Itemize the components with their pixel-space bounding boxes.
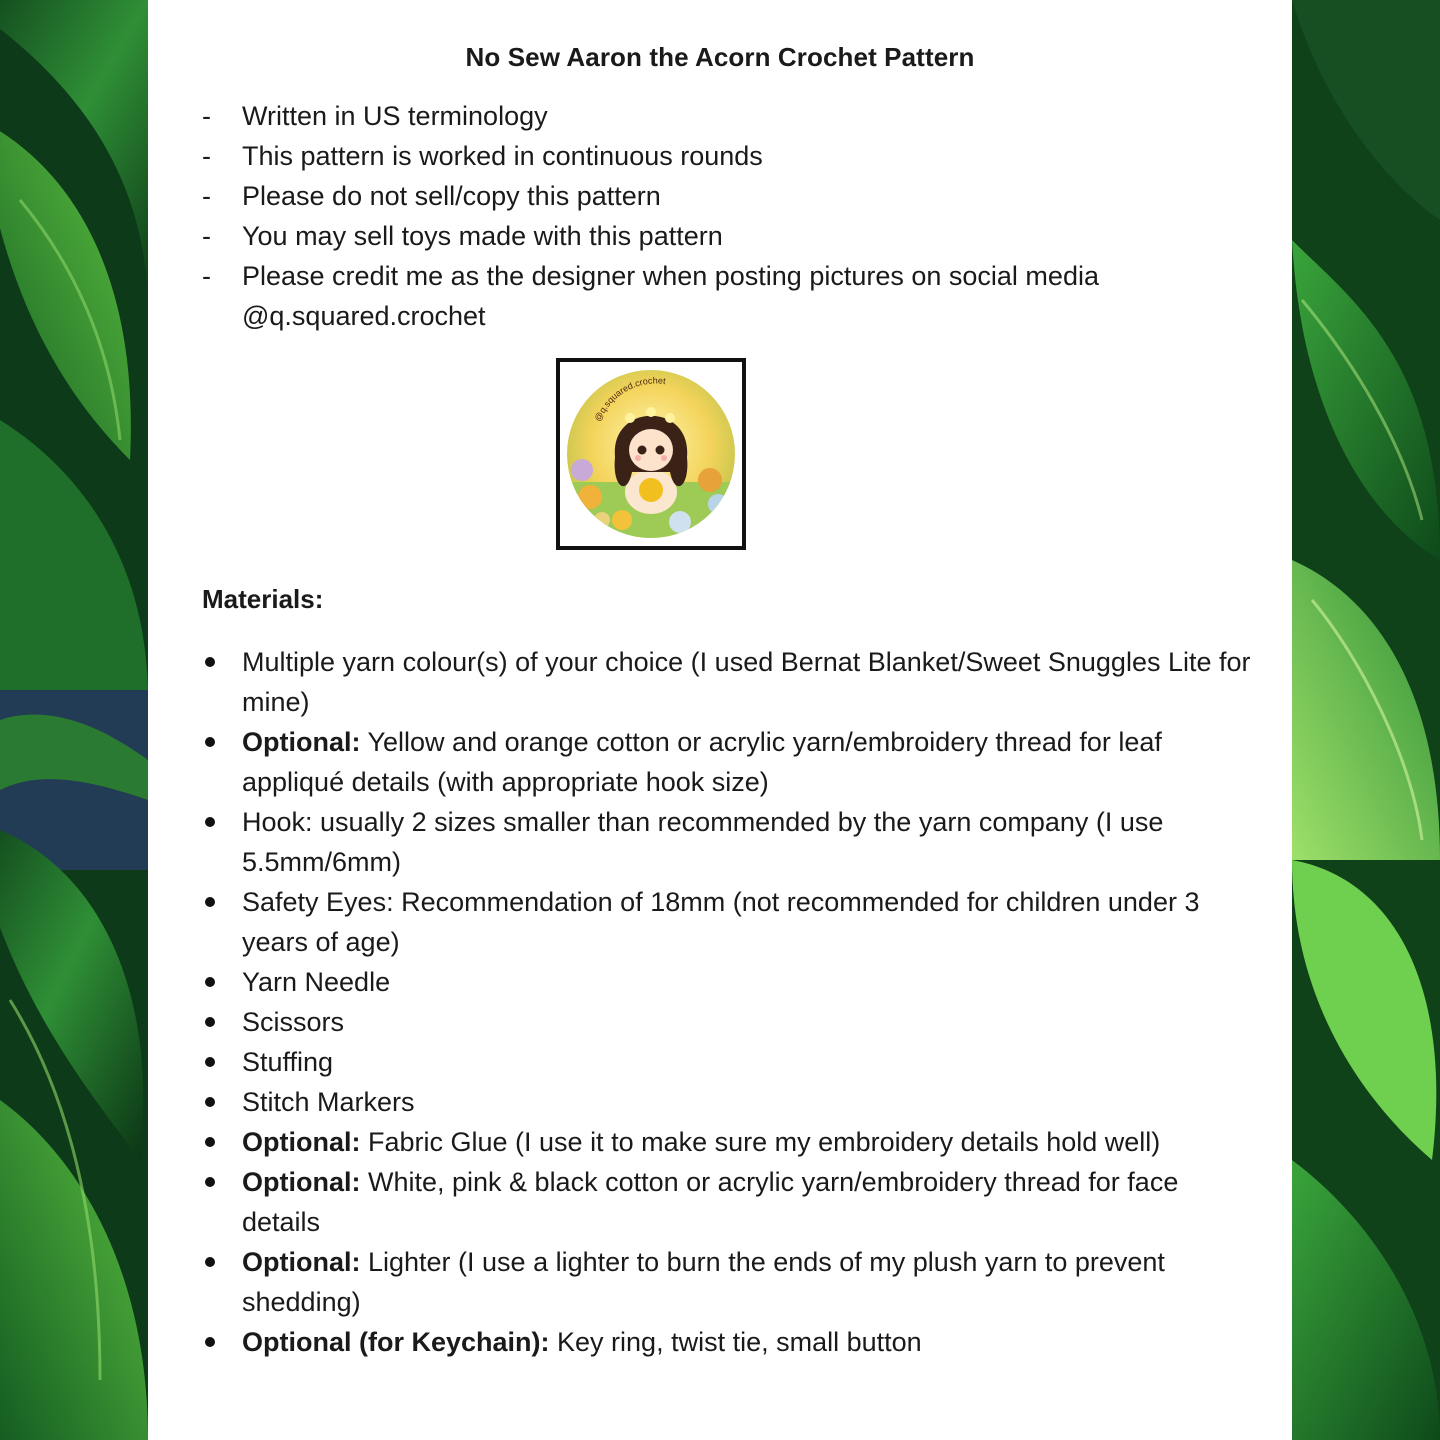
note-text: Please do not sell/copy this pattern: [242, 181, 661, 211]
bullet-icon: [205, 817, 215, 827]
dash-icon: -: [202, 181, 211, 211]
bullet-icon: [205, 977, 215, 987]
leaf-background-left: [0, 0, 148, 1440]
bullet-icon: [205, 1137, 215, 1147]
bullet-icon: [205, 1337, 215, 1347]
note-text: You may sell toys made with this pattern: [242, 221, 723, 251]
material-item: Optional: Fabric Glue (I use it to make sure my embroidery details hold well): [202, 1122, 1262, 1162]
note-text: This pattern is worked in continuous rounds: [242, 141, 763, 171]
material-item: Scissors: [202, 1002, 1262, 1042]
material-item: Multiple yarn colour(s) of your choice (I used Bernat Blanket/Sweet Snuggles Lite for mine): [202, 642, 1262, 722]
bullet-icon: [205, 737, 215, 747]
material-item: Optional (for Keychain): Key ring, twist tie, small button: [202, 1322, 1262, 1362]
bullet-icon: [205, 1177, 215, 1187]
material-item: Optional: White, pink & black cotton or acrylic yarn/embroidery thread for face details: [202, 1162, 1262, 1242]
logo-text: @q.squared.crochet: [592, 375, 667, 423]
material-item: Stitch Markers: [202, 1082, 1262, 1122]
bullet-icon: [205, 1017, 215, 1027]
note-item: [202, 216, 1252, 256]
dash-icon: -: [202, 141, 211, 171]
social-handle: @q.squared.crochet: [242, 301, 486, 331]
document-page: [148, 0, 1292, 1440]
material-item: Hook: usually 2 sizes smaller than recommended by the yarn company (I use 5.5mm/6mm): [202, 802, 1262, 882]
dash-icon: -: [202, 101, 211, 131]
bullet-icon: [205, 897, 215, 907]
dash-icon: -: [202, 261, 211, 291]
note-item: [202, 256, 1252, 336]
note-text: Please credit me as the designer when posting pictures on social media: [242, 261, 1099, 291]
designer-logo: [556, 358, 746, 550]
bullet-icon: [205, 1057, 215, 1067]
note-item: [202, 96, 1252, 136]
materials-heading: Materials:: [202, 584, 324, 614]
materials-list: [202, 642, 1262, 1362]
note-text: Written in US terminology: [242, 101, 548, 131]
bullet-icon: [205, 1097, 215, 1107]
material-item: Optional: Yellow and orange cotton or acrylic yarn/embroidery thread for leaf appliqué details (with appropriate hook size): [202, 722, 1262, 802]
material-item: Yarn Needle: [202, 962, 1262, 1002]
bullet-icon: [205, 1257, 215, 1267]
note-item: [202, 136, 1252, 176]
dash-icon: -: [202, 221, 211, 251]
pattern-notes-list: [202, 96, 1252, 336]
leaf-background-right: [1292, 0, 1440, 1440]
note-item: [202, 176, 1252, 216]
bullet-icon: [205, 657, 215, 667]
material-item: Stuffing: [202, 1042, 1262, 1082]
material-item: Safety Eyes: Recommendation of 18mm (not recommended for children under 3 years of age): [202, 882, 1262, 962]
material-item: Optional: Lighter (I use a lighter to burn the ends of my plush yarn to prevent shedding): [202, 1242, 1262, 1322]
document-title: No Sew Aaron the Acorn Crochet Pattern: [465, 42, 975, 72]
